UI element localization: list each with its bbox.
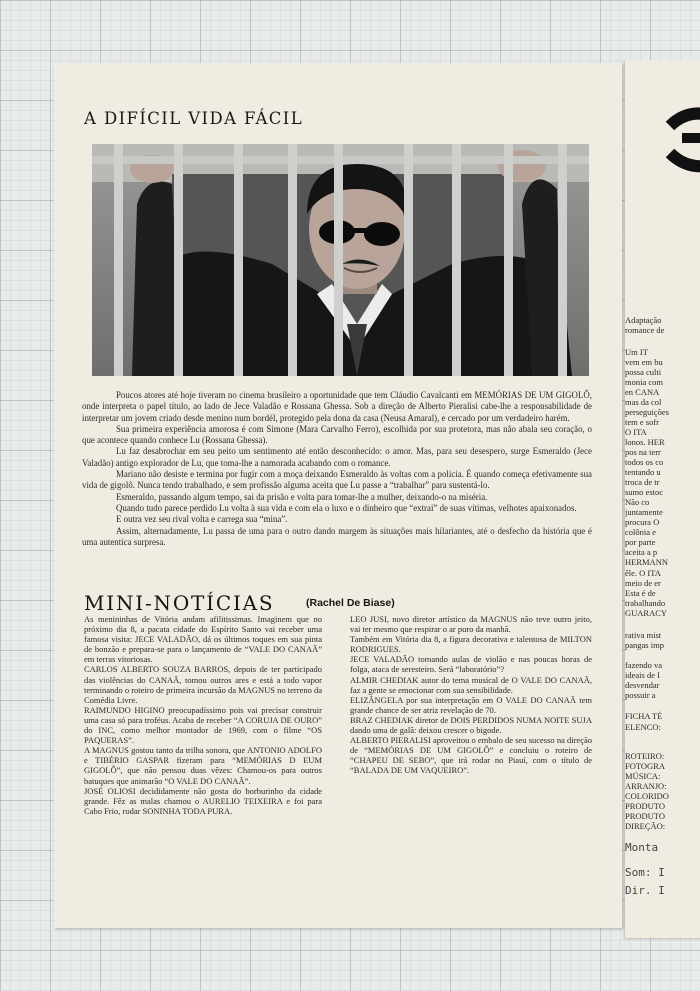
side-page-line: romance de: [625, 325, 665, 335]
photo-man-behind-bars: [92, 144, 589, 376]
intro-paragraph: Lu faz desabrochar em seu peito um sentimento até então desconhecido: o amor. Mas, para seu desespero, surge Esmeraldo (Jece Valadão) antigo explorador de Lu, que toma-lhe a namorada acabando com o romance.: [82, 446, 592, 468]
side-page-line: desvendar: [625, 680, 660, 690]
side-page-line: COLORIDO: [625, 791, 669, 801]
news-item: ALBERTO PIERALISI aproveitou o embalo de seu sucesso na direção de “MEMÓRIAS DE UM GIGOLÔ” e concluiu o roteiro de “CHAPEU DE SEBO”, que irá rodar no Piauí, com o título de “BALADA DE UM VAQUEIRO”.: [350, 735, 592, 776]
news-item: RAIMUNDO HIGINO preocupadíssimo pois vai precisar construir uma casa só para troféus. Acaba de receber “A CORUJA DE OURO” do INC, como melhor montador de 1969, com o filme “OS PAQUERAS”.: [84, 704, 322, 746]
intro-paragraph: Quando tudo parece perdido Lu volta à sua vida e com ela o luxo e o dinheiro que “extrai” de suas vítimas, velhotes apaixonados.: [116, 502, 577, 513]
side-page-line: O ITA: [625, 427, 647, 437]
news-item: LEO JUSI, novo diretor artístico da MAGNUS não teve outro jeito, vai ter mesmo que respirar o ar puro da manhã.: [350, 614, 592, 635]
side-page-line: mas da col: [625, 397, 662, 407]
side-page-text: [625, 60, 700, 938]
news-item: JOSÉ OLIOSI decididamente não gosta do borburinho da cidade grande. Fêz as malas chamou o AURELIO TEIXEIRA e foi para Cabo Frio, rodar SONINHA TODA PURA.: [84, 785, 322, 816]
side-page-line: possuir a: [625, 690, 656, 700]
side-page-line: sumo estoc: [625, 487, 664, 497]
side-page-line: meio de er: [625, 578, 661, 588]
side-page-line: monia com: [625, 377, 664, 387]
news-item: BRAZ CHEDIAK diretor de DOIS PERDIDOS NUMA NOITE SUJA dando uma de galã: deixou crescer o bigode.: [350, 714, 592, 736]
side-page-line: êle. O ITA: [625, 568, 661, 578]
news-item: ALMIR CHEDIAK autor do tema musical de O VALE DO CANAÃ, faz a gente se emocionar com sua sensibilidade.: [350, 674, 592, 695]
mini-noticias-title: MINI-NOTÍCIAS: [84, 591, 275, 615]
news-item: CARLOS ALBERTO SOUZA BARROS, depois de ter participado das violências do CANAÃ, tomou outros ares e está a todo vapor terminando o roteiro de primeira incursão da MAGNUS no terreno da Comédia Livre.: [84, 664, 322, 705]
side-page-line: FICHA TÉ: [625, 711, 663, 721]
side-page-line: trabalhando: [625, 598, 666, 608]
side-page-line: ELENCO:: [625, 722, 661, 732]
side-page-line: Esta é de: [625, 588, 656, 598]
side-page-line: tem e sofr: [625, 417, 659, 427]
side-page-line: possa culti: [625, 367, 662, 377]
magazine-page-left: [54, 63, 622, 928]
side-page-line: tentando u: [625, 467, 661, 477]
side-page-line: Dir. I: [625, 884, 665, 897]
intro-paragraph: Poucos atores até hoje tiveram no cinema brasileiro a oportunidade que tem Cláudio Cavalcanti em MEMÓRIAS DE UM GIGOLÔ, onde interpreta o papel título, ao lado de Jece Valadão e Rossana Ghessa. Sob a direção de Alberto Pieralisi cabe-lhe a responsabilidade de interpretar um jovem criado desde menino num bordél, protegido pela dona da casa (Neusa Amaral), e cercado por um verdadeiro harém.: [82, 390, 592, 423]
side-page-line: PRODUTO: [625, 801, 665, 811]
intro-paragraph: E outra vez seu rival volta e carrega sua “mina”.: [116, 514, 288, 525]
side-page-line: PRODUTO: [625, 811, 665, 821]
side-page-line: HERMANN: [625, 557, 668, 567]
mini-noticias-author: (Rachel De Biase): [306, 597, 395, 609]
article-headline: A DIFÍCIL VIDA FÁCIL: [84, 109, 304, 128]
news-column-right: [350, 614, 592, 776]
side-page-line: todos os co: [625, 457, 664, 467]
intro-paragraph: Esmeraldo, passando algum tempo, sai da prisão e volta para tomar-lhe a mulher, deixando-o na miséria.: [116, 491, 488, 502]
side-page-line: fazendo va: [625, 660, 663, 670]
side-page-line: DIREÇÃO:: [625, 821, 666, 831]
side-page-line: lonos. HER: [625, 437, 665, 447]
side-page-line: ideais de I: [625, 670, 660, 680]
news-item: JECE VALADÃO tomando aulas de violão e nas poucas horas de folga, ataca de seresteiro. Será “laboratório”?: [350, 654, 592, 675]
side-page-line: Um IT: [625, 347, 648, 357]
side-page-line: procura O: [625, 517, 660, 527]
side-page-line: Não co: [625, 497, 650, 507]
side-page-line: vem em bu: [625, 357, 663, 367]
side-page-line: FOTOGRA: [625, 761, 665, 771]
intro-paragraph: Sua primeira experiência amorosa é com Simone (Mara Carvalho Ferro), escolhida por sua protetora, mas não abala seu coração, o que acontece quando conhece Lu (Rossana Ghessa).: [82, 423, 592, 446]
side-page-line: MÚSICA:: [625, 771, 661, 781]
article-intro: [82, 390, 592, 548]
news-item: As menininhas de Vitória andam afilitissimas. Imaginem que no próximo dia 8, a pacata cidade do Espírito Santo vai receber uma famosa visita: JECE VALADÃO, dá os últimos toques em sua pinta de bonzão e prepara-se para o lançamento de “VALE DO CANAÃ” em terras vitoriosas.: [84, 614, 322, 665]
side-page-line: pangas imp: [625, 640, 664, 650]
side-page-line: ROTEIRO:: [625, 751, 665, 761]
side-page-line: troca de tr: [625, 477, 660, 487]
news-item: A MAGNUS gostou tanto da trilha sonora, que ANTONIO ADOLFO e TIBÉRIO GASPAR fizeram para “MEMÓRIAS D EUM GIGOLÔ”, que não pensou duas vêzes: Chamou-os para outros batuques que animarão “O VALE DO CANAÃ”.: [84, 745, 322, 786]
news-item: ELIZÂNGELA por sua interpretação em O VALE DO CANAÃ tem grande chance de ser atriz revelação de 70.: [350, 694, 592, 715]
news-column-left: [84, 614, 322, 816]
side-page-line: colônia e: [625, 527, 656, 537]
side-page-line: GUARACY: [625, 608, 668, 618]
intro-paragraph: Assim, alternadamente, Lu passa de uma para o outro dando margem às situações mais hilariantes, até o desfecho da história que é uma autentica surpresa.: [82, 525, 592, 547]
side-page-line: Monta: [625, 841, 659, 854]
magazine-page-right: [625, 60, 700, 938]
side-page-line: Adaptação: [625, 315, 662, 325]
side-page-line: por parte: [625, 537, 656, 547]
side-page-line: ARRANJO:: [625, 781, 667, 791]
side-page-line: perseguições: [625, 407, 669, 417]
side-page-line: juntamente: [625, 507, 663, 517]
side-page-line: pos na terr: [625, 447, 661, 457]
side-page-line: en CANA: [625, 387, 660, 397]
news-item: Também em Vitória dia 8, a figura decorativa e talentosa de MILTON RODRIGUES.: [350, 634, 592, 655]
side-page-line: Som: I: [625, 866, 665, 879]
intro-paragraph: Mariano não desiste e termina por fugir com a moça deixando Esmeraldo às voltas com a polícia. É quando começa efetivamente sua vida de gigolô. Nunca tendo trabalhado, e sem profissão alguma aceita que Lu passe a “trabalhar” para sustentá-lo.: [82, 469, 592, 491]
side-page-line: rativa mist: [625, 630, 662, 640]
side-page-line: aceita a p: [625, 547, 658, 557]
